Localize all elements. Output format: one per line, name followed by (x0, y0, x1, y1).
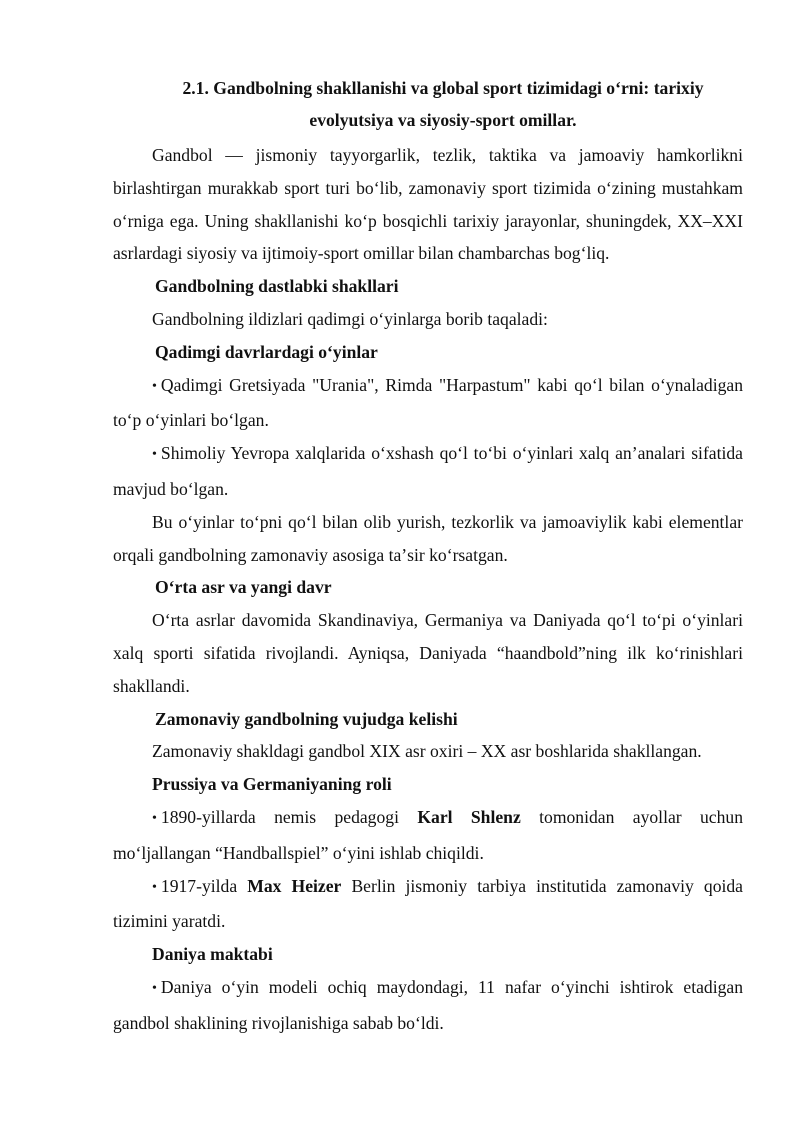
subheading-middle-ages: Oʻrta asr va yangi davr (155, 577, 332, 598)
subheading-prussia-germany: Prussiya va Germaniyaning roli (152, 774, 392, 795)
bullet-icon: • (152, 879, 157, 895)
subheading-early-forms: Gandbolning dastlabki shakllari (155, 276, 399, 297)
bullet-item (113, 971, 743, 1040)
bullet-item (113, 801, 743, 870)
section-heading (113, 72, 743, 136)
middle-ages-paragraph: Oʻrta asrlar davomida Skandinaviya, Germaniya va Daniyada qoʻl toʻpi oʻyinlari xalq sporti sifatida rivojlandi. Ayniqsa, Daniyada “haandbold”ning ilk koʻrinishlari shakllandi. (113, 610, 743, 696)
person-name: Max Heizer (247, 875, 342, 896)
bullet-text: Daniya oʻyin modeli ochiq maydondagi, 11 nafar oʻyinchi ishtirok etadigan gandbol shaklining rivojlanishiga sabab boʻldi. (113, 976, 743, 1033)
bullet-icon: • (152, 810, 157, 826)
intro-paragraph: Gandbol — jismoniy tayyorgarlik, tezlik, taktika va jamoaviy hamkorlikni birlashtirgan murakkab sport turi boʻlib, zamonaviy sport tizimida oʻzining mustahkam oʻrniga ega. Uning shakllanishi koʻp bosqichli tarixiy jarayonlar, shuningdek, XX–XXI asrlardagi siyosiy va ijtimoiy-sport omillar bilan chambarchas bogʻliq. (113, 145, 743, 264)
bullet-text-pre: 1890-yillarda nemis pedagogi (160, 806, 418, 827)
subheading-ancient-games: Qadimgi davrlardagi oʻyinlar (155, 341, 378, 362)
heading-line-2: evolyutsiya va siyosiy-sport omillar. (309, 110, 577, 130)
bullet-item (113, 369, 743, 438)
bullet-text-post: tomonidan ayollar uchun moʻljallangan “Handballspiel” oʻyini ishlab chiqildi. (113, 806, 743, 863)
bullet-text-pre: 1917-yilda (160, 875, 248, 896)
subheading-danish-school: Daniya maktabi (152, 944, 273, 965)
bullet-item (113, 437, 743, 506)
bullet-icon: • (152, 447, 157, 463)
bullet-icon: • (152, 980, 157, 996)
bullet-icon: • (152, 378, 157, 394)
bullet-text-post: Berlin jismoniy tarbiya institutida zamonaviy qoida tizimini yaratdi. (113, 875, 743, 932)
bullet-text: Qadimgi Gretsiyada "Urania", Rimda "Harpastum" kabi qoʻl bilan oʻynaladigan toʻp oʻyinlari boʻlgan. (113, 374, 743, 431)
subheading-modern-handball: Zamonaviy gandbolning vujudga kelishi (155, 708, 458, 729)
bullet-text: Shimoliy Yevropa xalqlarida oʻxshash qoʻl toʻbi oʻyinlari xalq anʼanalari sifatida mavjud boʻlgan. (113, 443, 743, 499)
modern-handball-paragraph: Zamonaviy shakldagi gandbol XIX asr oxiri – XX asr boshlarida shakllangan. (152, 741, 702, 762)
ancient-games-paragraph: Bu oʻyinlar toʻpni qoʻl bilan olib yurish, tezkorlik va jamoaviylik kabi elementlar orqali gandbolning zamonaviy asosiga taʼsir koʻrsatgan. (113, 511, 743, 565)
heading-line-1: 2.1. Gandbolning shakllanishi va global sport tizimidagi oʻrni: tarixiy (182, 78, 704, 98)
early-forms-paragraph: Gandbolning ildizlari qadimgi oʻyinlarga borib taqaladi: (152, 308, 548, 329)
bullet-item (113, 870, 743, 939)
person-name: Karl Shlenz (417, 806, 521, 827)
